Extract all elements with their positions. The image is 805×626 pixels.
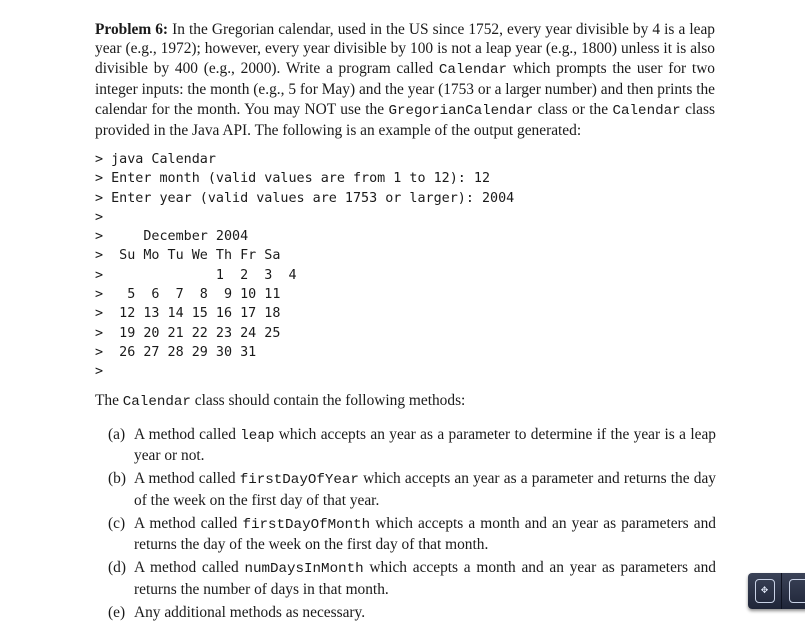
output-line: > 19 20 21 22 23 24 25 bbox=[95, 325, 281, 341]
method-name: leap bbox=[240, 428, 275, 444]
move-arrows-icon: ✥ bbox=[755, 579, 775, 603]
text: class should contain the following methods: bbox=[190, 392, 466, 409]
item-label: (a) bbox=[108, 426, 126, 443]
item-label: (d) bbox=[108, 559, 126, 577]
methods-intro bbox=[95, 392, 465, 410]
code-gregorian: GregorianCalendar bbox=[388, 102, 534, 119]
problem-paragraph bbox=[95, 20, 715, 140]
text: class provided in the Java API. The following is an example of the output generated: bbox=[95, 100, 715, 140]
method-item bbox=[108, 558, 716, 599]
item-label: (c) bbox=[108, 514, 126, 532]
output-line: > Su Mo Tu We Th Fr Sa bbox=[95, 248, 281, 264]
output-line: > 5 6 7 8 9 10 11 bbox=[95, 287, 281, 303]
output-line: > bbox=[95, 209, 104, 225]
method-item bbox=[108, 469, 716, 510]
text: A method called bbox=[134, 514, 243, 532]
text: Any additional methods as necessary. bbox=[134, 603, 366, 621]
method-item bbox=[108, 603, 716, 622]
item-label: (e) bbox=[108, 603, 126, 621]
output-line: > java Calendar bbox=[95, 152, 216, 167]
text: which accepts an year as a parameter and returns the day of the week on the first day of that year. bbox=[134, 470, 716, 509]
text: In the Gregorian calendar, used in the US since 1752, every year divisible by 4 is a leap year (e.g., 1972); however, every year divisible by 100 is not a leap year (e.g., 1800) unless it is also divisible by 400 (e.g., 2000). Write a program called bbox=[95, 21, 715, 77]
viewer-controls bbox=[748, 573, 805, 609]
method-name: firstDayOfMonth bbox=[242, 516, 371, 533]
fit-page-button[interactable] bbox=[748, 573, 782, 609]
text: A method called bbox=[134, 470, 240, 488]
output-line: > Enter month (valid values are from 1 to 12): 12 bbox=[95, 171, 491, 187]
method-name: numDaysInMonth bbox=[244, 561, 364, 578]
method-item bbox=[108, 514, 716, 555]
text: class or the bbox=[533, 100, 613, 118]
partial-icon bbox=[789, 579, 805, 603]
text: which accepts an year as a parameter to determine if the year is a leap year or not. bbox=[134, 426, 716, 465]
output-line: > 1 2 3 4 bbox=[95, 267, 297, 283]
output-line: > 26 27 28 29 30 31 bbox=[95, 344, 257, 360]
text: which accepts a month and an year as parameters and returns the number of days in that month. bbox=[134, 559, 716, 598]
text: which accepts a month and an year as parameters and returns the day of the week on the first day of that month. bbox=[134, 514, 716, 554]
text: A method called bbox=[134, 559, 245, 577]
text: The bbox=[95, 392, 123, 409]
example-output bbox=[95, 150, 514, 382]
method-item bbox=[108, 425, 716, 466]
output-line: > December 2004 bbox=[95, 229, 249, 245]
text: A method called bbox=[134, 426, 241, 443]
output-line: > Enter year (valid values are 1753 or larger): 2004 bbox=[95, 190, 515, 206]
code-calendar: Calendar bbox=[438, 61, 508, 78]
item-label: (b) bbox=[108, 470, 126, 488]
problem-label: Problem 6: bbox=[95, 21, 169, 38]
output-line: > 12 13 14 15 16 17 18 bbox=[95, 306, 281, 322]
code-calendar: Calendar bbox=[612, 102, 681, 119]
methods-list bbox=[108, 425, 716, 626]
output-line: > bbox=[95, 364, 104, 380]
text: which prompts the user for two integer inputs: the month (e.g., 5 for May) and the year (1753 or a larger number) and then prints the calendar for the month. You may NOT use the bbox=[95, 59, 715, 118]
method-name: firstDayOfYear bbox=[239, 472, 359, 489]
problem-statement bbox=[95, 20, 715, 140]
code-calendar: Calendar bbox=[122, 394, 191, 410]
next-control-button[interactable] bbox=[782, 573, 805, 609]
